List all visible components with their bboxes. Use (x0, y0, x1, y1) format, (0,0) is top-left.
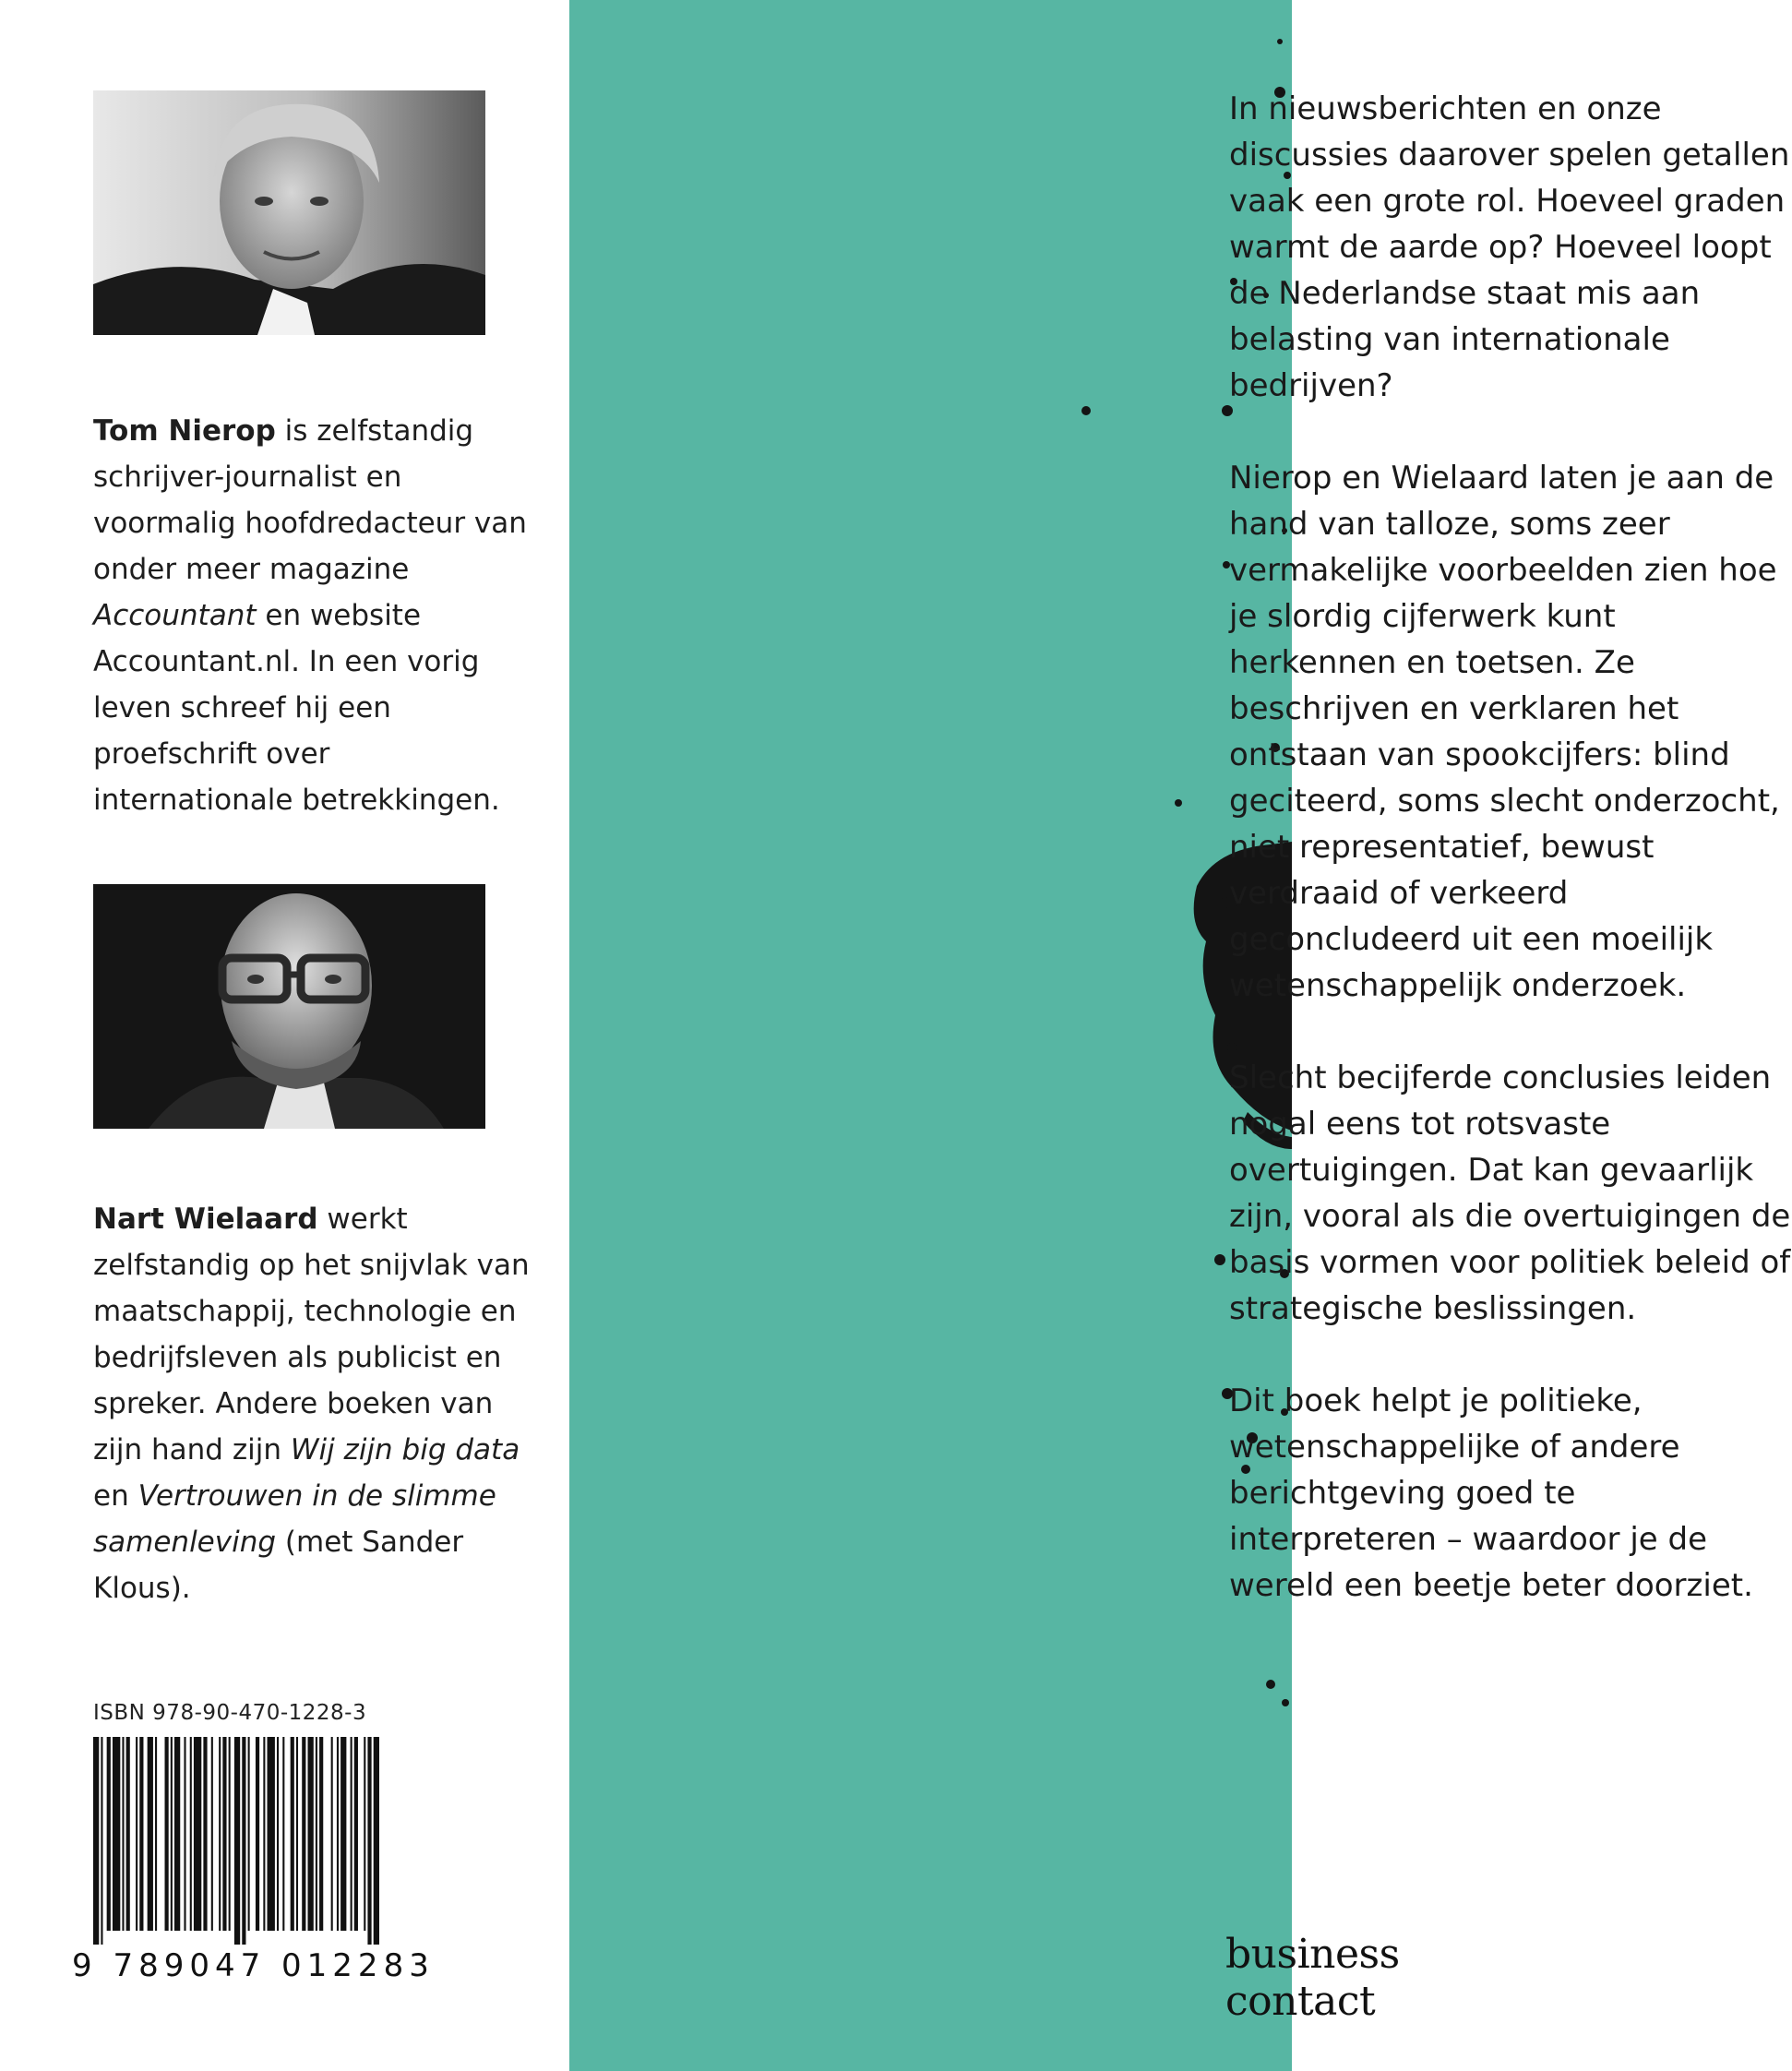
author-name: Tom Nierop (93, 414, 276, 448)
author-bio-nart-wielaard (93, 1196, 536, 1611)
bio-text: (met Sander Klous). (93, 1526, 464, 1605)
author-photo-tom-nierop (93, 90, 485, 335)
isbn-label: ISBN 978-90-470-1228-3 (93, 1701, 367, 1725)
author-name: Nart Wielaard (93, 1203, 318, 1236)
blurb-paragraph-4: Dit boek helpt je politieke, wetenschappelijke of andere berichtgeving goed te interpreteren – waardoor je de wereld een beetje beter doorziet. (1229, 1383, 1753, 1604)
bio-book-title: Vertrouwen in de slimme samenleving (93, 1479, 496, 1559)
barcode-icon (93, 1737, 379, 1945)
bio-book-title: Wij zijn big data (290, 1433, 520, 1466)
barcode-digits: 9 789047 012283 (72, 1947, 435, 1984)
publisher-logo: business contact (1225, 1931, 1400, 2025)
bio-magazine-title: Accountant (93, 599, 257, 632)
bio-text: en (93, 1479, 138, 1513)
bio-text: en website Accountant.nl. In een vorig leven schreef hij een proefschrift over internationale betrekkingen. (93, 599, 500, 817)
back-cover-left-column (0, 0, 569, 2071)
blurb-paragraph-3: Slecht becijferde conclusies leiden nogal eens tot rotsvaste overtuigingen. Dat kan gevaarlijk zijn, vooral als die overtuigingen de basis vormen voor politiek beleid of strategische beslissingen. (1229, 1059, 1791, 1327)
bio-text: is zelfstandig schrijver-journalist en voormalig hoofdredacteur van onder meer magazine (93, 414, 527, 586)
bio-text: werkt zelfstandig op het snijvlak van maatschappij, technologie en bedrijfsleven als publicist en spreker. Andere boeken van zijn hand zijn (93, 1203, 530, 1466)
author-bio-tom-nierop (93, 408, 536, 823)
author-photo-nart-wielaard (93, 884, 485, 1129)
blurb-paragraph-2: Nierop en Wielaard laten je aan de hand van talloze, soms zeer vermakelijke voorbeelden zien hoe je slordig cijferwerk kunt herkennen en toetsen. Ze beschrijven en verklaren het ontstaan van spookcijfers: blind geciteerd, soms slecht onderzocht, niet representatief, bewust verdraaid of verkeerd geconcludeerd uit een moeilijk wetenschappelijk onderzoek. (1229, 460, 1780, 1004)
back-cover-right-panel (569, 0, 1791, 2071)
blurb-paragraph-1: In nieuwsberichten en onze discussies daarover spelen getallen vaak een grote rol. Hoeveel graden warmt de aarde op? Hoeveel loopt de Nederlandse staat mis aan belasting van internationale bedrijven? (1229, 90, 1790, 404)
ink-splatter-decoration (569, 0, 1292, 2071)
